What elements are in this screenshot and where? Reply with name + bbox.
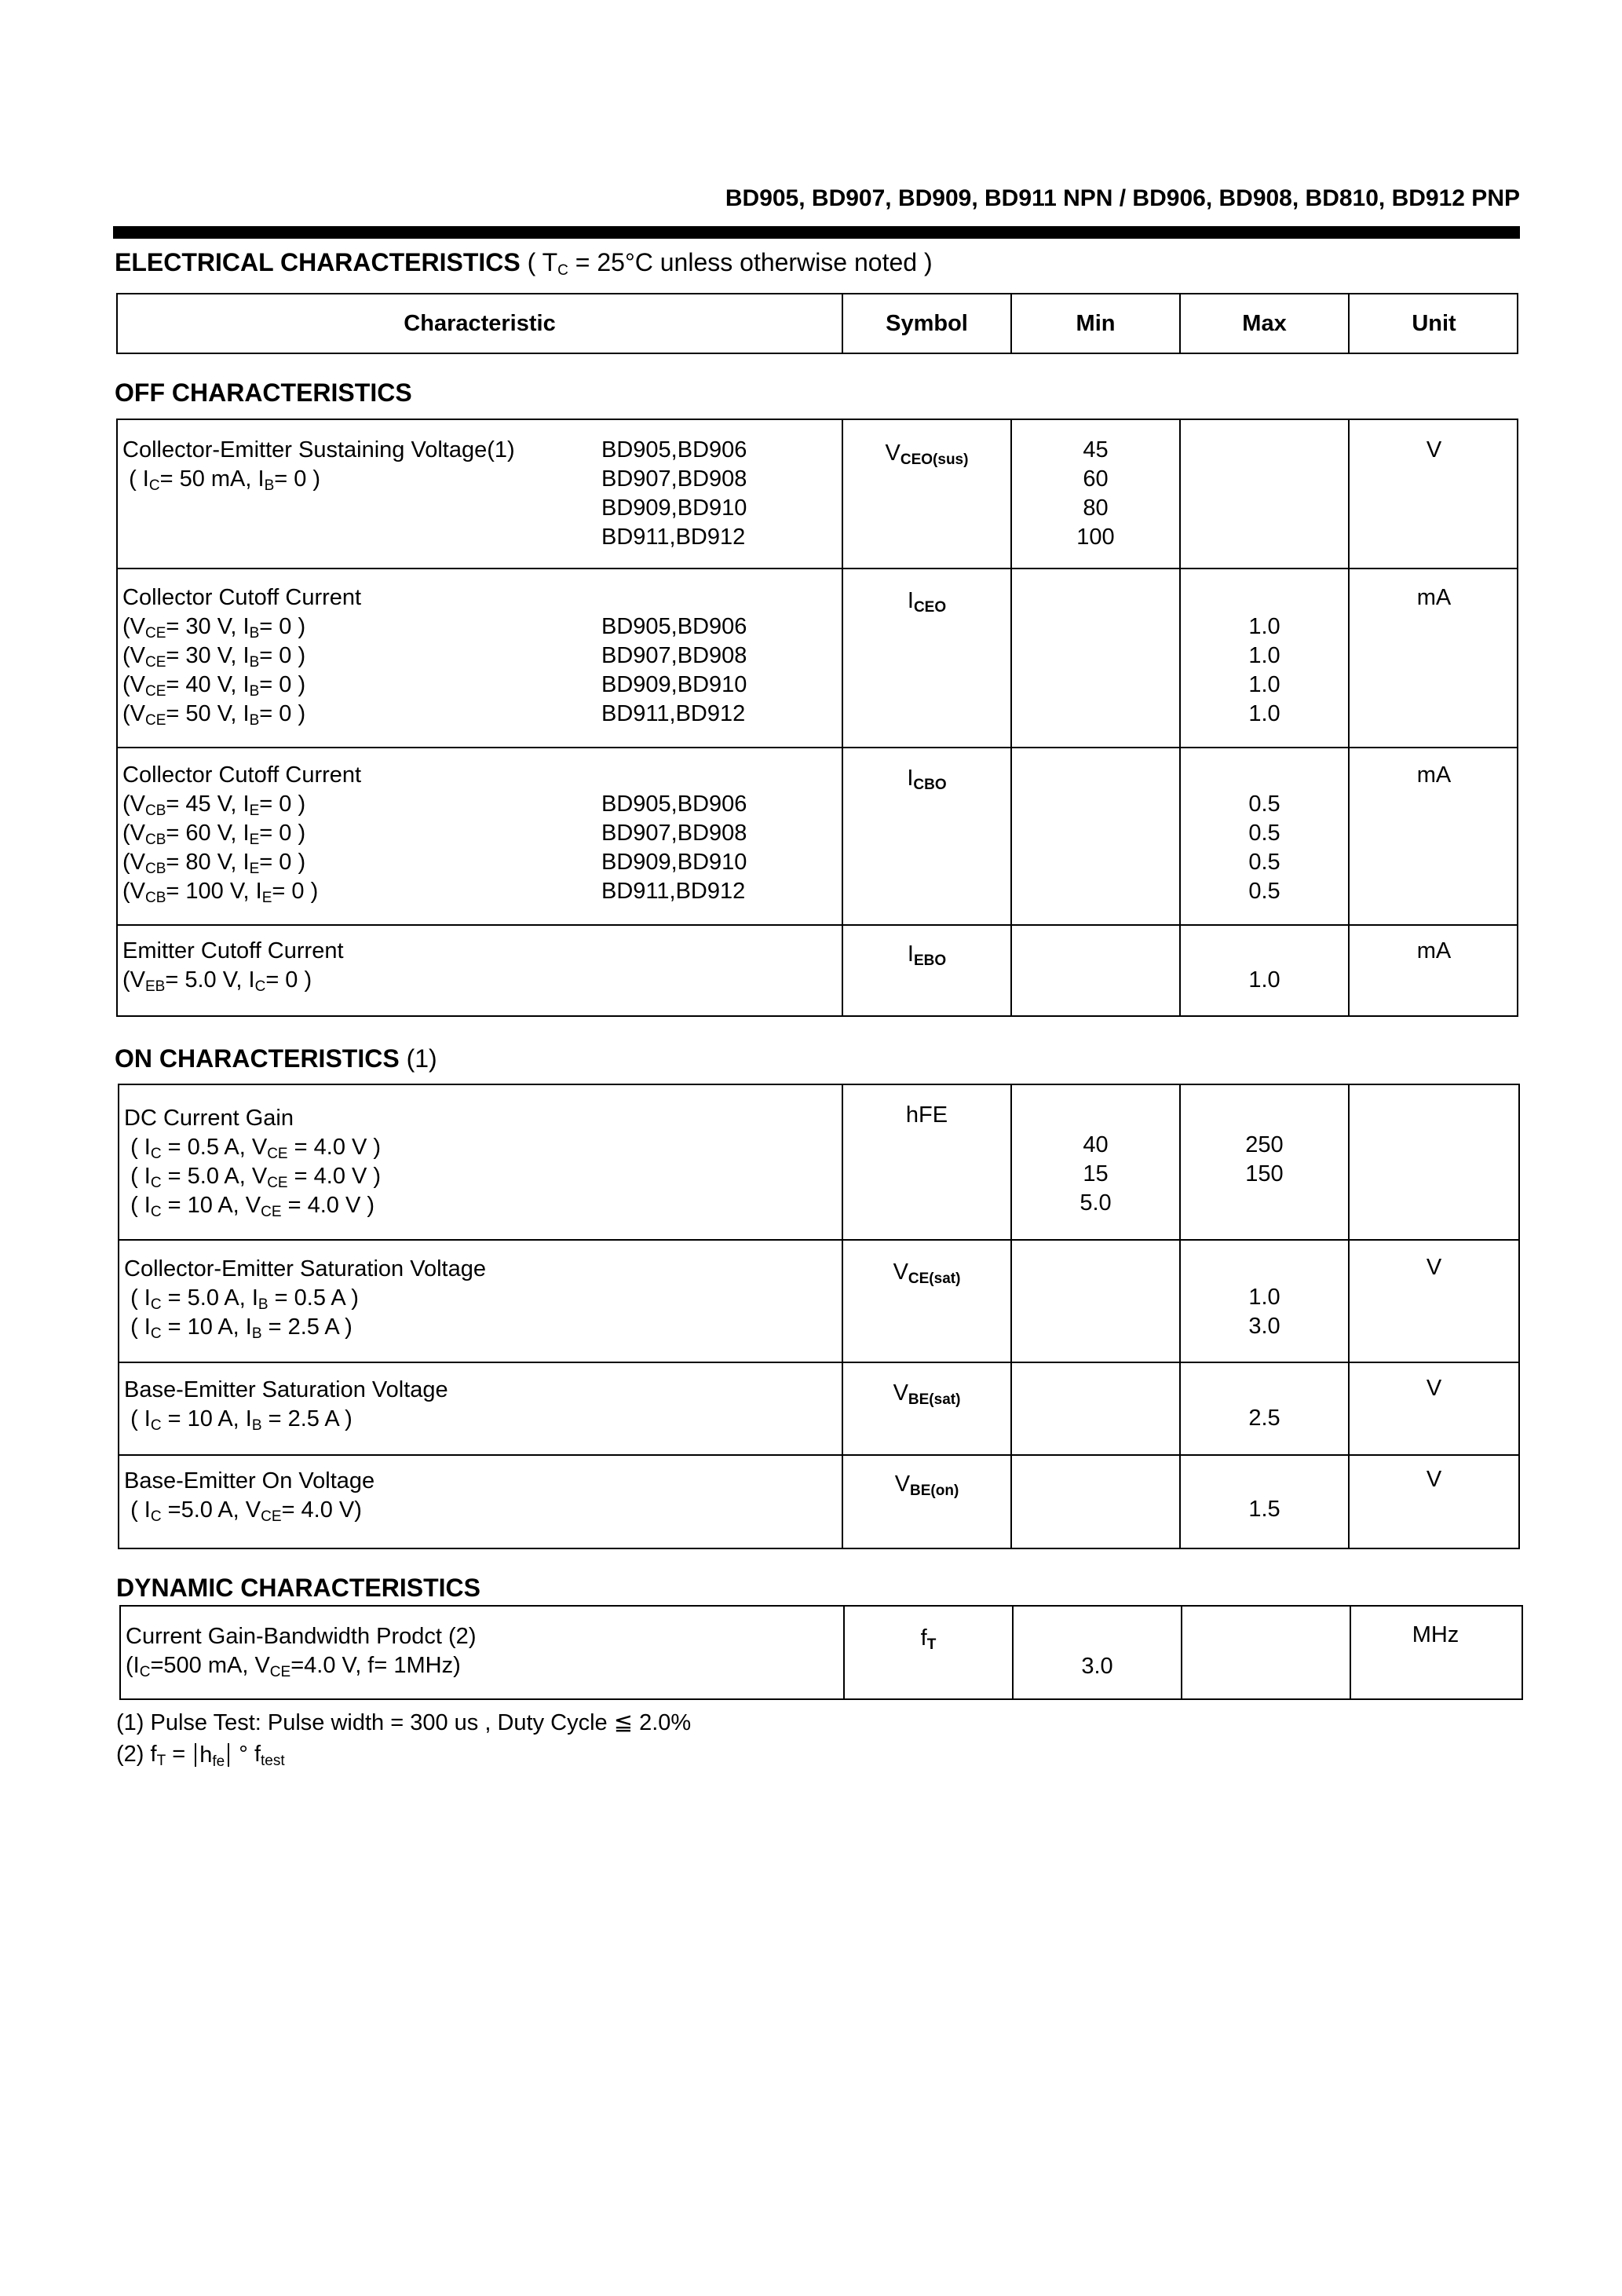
unit-cell: V	[1426, 437, 1442, 462]
char-condition: ($V_{CB}= 45$ V, $I_E= 0$ )	[122, 792, 306, 819]
char-name: Collector Cutoff Current	[122, 585, 362, 610]
char-condition: ($V_{EB}= 5.0$ V, $I_C= 0$ )	[122, 967, 312, 995]
device-list: BD905,BD906	[601, 437, 747, 462]
char-condition: ( $I_C= 50$ mA, $I_B= 0$ )	[129, 466, 321, 494]
col-characteristic: Characteristic	[404, 310, 556, 336]
symbol-cell: $V_{CEO(sus)}$	[885, 441, 969, 468]
device-list: BD909,BD910	[601, 850, 747, 875]
title-cond-sub: C	[557, 262, 568, 279]
min-cell: 3.0	[1081, 1654, 1113, 1679]
char-condition: ( $I_C = 0.5$ A, $V_{CE} = 4.0$ V )	[130, 1135, 382, 1162]
device-list: BD907,BD908	[601, 821, 747, 846]
device-list: BD905,BD906	[601, 614, 747, 639]
device-list: BD907,BD908	[601, 466, 747, 492]
char-name: Collector-Emitter Saturation Voltage	[124, 1256, 486, 1281]
char-condition: ( $I_C = 10$ A, $I_B = 2.5$ A )	[130, 1406, 353, 1434]
char-condition: ($V_{CE}= 30$ V, $I_B= 0$ )	[122, 643, 306, 671]
char-name: DC Current Gain	[124, 1106, 294, 1131]
section-title-dynamic: DYNAMIC CHARACTERISTICS	[116, 1574, 480, 1602]
char-condition: ($V_{CB}= 100$ V, $I_E= 0$ )	[122, 879, 319, 906]
electrical-title: ELECTRICAL CHARACTERISTICS	[115, 248, 521, 276]
char-condition: ($V_{CB}= 80$ V, $I_E= 0$ )	[122, 850, 306, 877]
char-name: Collector Cutoff Current	[122, 762, 362, 788]
dynamic-table	[119, 1605, 1523, 1700]
section-title-on: ON CHARACTERISTICS (1)	[115, 1044, 437, 1073]
col-symbol: Symbol	[886, 310, 968, 336]
title-cond-pre: ( T	[527, 248, 558, 276]
max-cell: 2.5	[1248, 1406, 1280, 1431]
unit-cell: mA	[1416, 585, 1452, 610]
unit-cell: mA	[1416, 762, 1452, 788]
char-name: Emitter Cutoff Current	[122, 938, 344, 963]
unit-cell: V	[1426, 1467, 1442, 1492]
char-condition: ( $I_C =5.0$ A, $V_{CE}= 4.0$ V)	[130, 1497, 362, 1525]
footnotes	[116, 1707, 691, 1770]
char-condition: ( $I_C = 5.0$ A, $I_B = 0.5$ A )	[130, 1285, 359, 1313]
max-cell: 0.5 0.5 0.5 0.5	[1248, 792, 1280, 904]
header-rule	[113, 226, 1520, 239]
device-list: BD911,BD912	[601, 879, 746, 904]
max-cell: 1.5	[1248, 1497, 1280, 1522]
footnote-1: (1) Pulse Test: Pulse width = 300 us , Duty Cycle ≦ 2.0%	[116, 1710, 692, 1735]
symbol-cell: $V_{CE(sat)}$	[893, 1260, 961, 1287]
max-cell: 1.0 3.0	[1248, 1285, 1280, 1339]
symbol-cell: $f_T$	[920, 1625, 937, 1653]
device-list: BD907,BD908	[601, 643, 747, 668]
min-cell: 45 60 80 100	[1076, 437, 1115, 550]
char-condition: ($V_{CE}= 40$ V, $I_B= 0$ )	[122, 672, 306, 700]
section-title-off: OFF CHARACTERISTICS	[115, 378, 412, 407]
device-list: BD911,BD912	[601, 525, 746, 550]
min-cell: 40 15 5.0	[1080, 1132, 1112, 1216]
char-condition: ($V_{CE}= 50$ V, $I_B= 0$ )	[122, 701, 306, 729]
on-table	[118, 1084, 1520, 1549]
col-min: Min	[1076, 310, 1116, 336]
max-cell: 1.0 1.0 1.0 1.0	[1248, 614, 1280, 726]
symbol-cell: $I_{EBO}$	[907, 941, 947, 969]
symbol-cell: $V_{BE(sat)}$	[893, 1380, 961, 1408]
char-name: Collector-Emitter Sustaining Voltage(1)	[122, 437, 515, 462]
section-title-electrical	[115, 248, 933, 277]
max-cell: 1.0	[1248, 967, 1280, 993]
column-header	[116, 293, 1518, 354]
page-header: BD905, BD907, BD909, BD911 NPN / BD906, BD908, BD810, BD912 PNP	[725, 185, 1520, 211]
char-condition: ( $I_C = 10$ A, $I_B = 2.5$ A )	[130, 1314, 353, 1342]
col-unit: Unit	[1412, 310, 1456, 336]
char-condition: ($I_C=500$ mA, $V_{CE}=4.0$ V, f= 1MHz)	[126, 1653, 461, 1680]
symbol-cell: hFE	[905, 1102, 948, 1128]
device-list: BD911,BD912	[601, 701, 746, 726]
char-condition: ( $I_C = 5.0$ A, $V_{CE} = 4.0$ V )	[130, 1164, 382, 1191]
unit-cell: V	[1426, 1255, 1442, 1280]
symbol-cell: $I_{CEO}$	[907, 588, 947, 616]
device-list: BD909,BD910	[601, 495, 747, 521]
title-cond-post: = 25°C unless otherwise noted )	[568, 248, 933, 276]
max-cell: 250 150	[1245, 1132, 1284, 1186]
char-name: Current Gain-Bandwidth Prodct (2)	[126, 1624, 477, 1649]
device-list: BD905,BD906	[601, 792, 747, 817]
char-name: Base-Emitter On Voltage	[124, 1468, 375, 1493]
char-name: Base-Emitter Saturation Voltage	[124, 1377, 448, 1402]
char-condition: ( $I_C = 10$ A, $V_{CE} = 4.0$ V )	[130, 1193, 375, 1220]
unit-cell: MHz	[1412, 1622, 1459, 1647]
char-condition: ($V_{CE}= 30$ V, $I_B= 0$ )	[122, 614, 306, 642]
symbol-cell: $V_{BE(on)}$	[894, 1472, 959, 1499]
char-condition: ($V_{CB}= 60$ V, $I_E= 0$ )	[122, 821, 306, 848]
unit-cell: mA	[1416, 938, 1452, 963]
footnote-2: (2) $f_T = h_{fe}$ ° $f_{test}$	[116, 1742, 285, 1771]
col-max: Max	[1242, 310, 1287, 336]
off-table	[116, 419, 1518, 1017]
symbol-cell: $I_{CBO}$	[907, 766, 947, 793]
unit-cell: V	[1426, 1376, 1442, 1401]
device-list: BD909,BD910	[601, 672, 747, 697]
